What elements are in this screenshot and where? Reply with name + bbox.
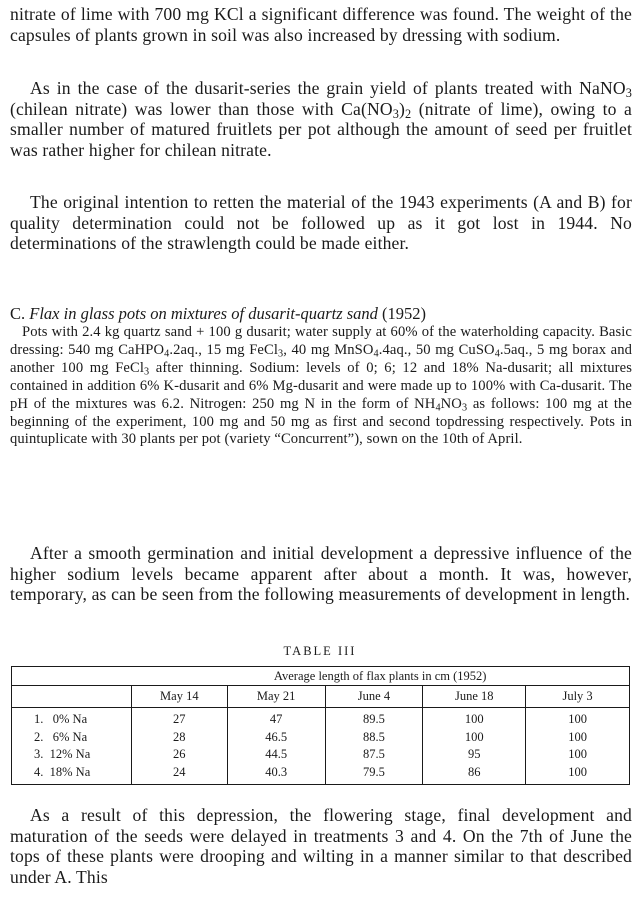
row-label: 1. 0% Na xyxy=(34,712,88,727)
table-header-blank xyxy=(12,686,132,708)
paragraph-original-intention: The original intention to retten the material of the 1943 experiments (A and B) for quality determination could not be followed up as it got lost in 1944. No determinations of the strawlength could be made either. xyxy=(10,192,632,253)
table-row xyxy=(12,729,630,747)
table-cell: 88.5 xyxy=(325,729,423,747)
table-title: TABLE III xyxy=(283,644,357,658)
table-cell: 100 xyxy=(423,729,526,747)
flax-length-table xyxy=(11,666,630,785)
paragraph-continuation: nitrate of lime with 700 mg KCl a significant difference was found. The weight of the capsules of plants grown in soil was also increased by dressing with sodium. xyxy=(10,4,632,45)
table-cell: 28 xyxy=(131,729,227,747)
table-header-row xyxy=(12,686,630,708)
table-row xyxy=(12,764,630,785)
table-cell: 100 xyxy=(423,708,526,729)
paragraph-germination: After a smooth germination and initial development a depressive influence of the higher sodium levels became apparent after about a month. It was, however, temporary, as can be seen from the following measurements of development in length. xyxy=(10,543,632,604)
table-cell: 44.5 xyxy=(227,746,325,764)
table-cell: 86 xyxy=(423,764,526,785)
row-label: 2. 6% Na xyxy=(34,729,88,744)
table-cell: 46.5 xyxy=(227,729,325,747)
table-header-cell: July 3 xyxy=(526,686,630,708)
table-header-cell: June 18 xyxy=(423,686,526,708)
table-cell: 87.5 xyxy=(325,746,423,764)
table-cell: 27 xyxy=(131,708,227,729)
paragraph-depression-result: As a result of this depression, the flowering stage, final development and maturation of the seeds were delayed in treatments 3 and 4. On the 7th of June the tops of these plants were drooping and wilting in a manner similar to that described under A. This xyxy=(10,805,632,887)
table-row xyxy=(12,708,630,729)
table-header-cell: June 4 xyxy=(325,686,423,708)
section-heading: C. Flax in glass pots on mixtures of dusarit-quartz sand (1952) xyxy=(10,304,427,323)
row-label: 3. 12% Na xyxy=(34,747,91,762)
table-cell: 24 xyxy=(131,764,227,785)
paragraph-grain-yield: As in the case of the dusarit-series the grain yield of plants treated with NaNO$_3$ (chilean nitrate) was lower than those with $Ca(NO_3)_2$ (nitrate of lime), owing to a smaller number of matured fruitlets per pot although the amount of seed per fruitlet was rather higher for chilean nitrate. xyxy=(10,78,632,160)
table-cell: 100 xyxy=(526,746,630,764)
table-caption: Average length of flax plants in cm (1952) xyxy=(131,667,629,686)
table-header-cell: May 14 xyxy=(131,686,227,708)
table-cell: 40.3 xyxy=(227,764,325,785)
table-cell: 95 xyxy=(423,746,526,764)
row-label: 4. 18% Na xyxy=(34,764,91,779)
table-cell: 79.5 xyxy=(325,764,423,785)
table-cell: 100 xyxy=(526,764,630,785)
table-caption-row xyxy=(12,667,630,686)
experiment-method-text: Pots with 2.4 kg quartz sand + 100 g dusarit; water supply at 60% of the waterholding capacity. Basic dressing: 540 mg CaHPO$_4$.2aq., 15 mg FeCl$_3$, 40 mg MnSO$_4$.4aq., 50 mg CuSO$_4$.5aq., 5 mg borax and another 100 mg FeCl$_3$ after thinning. Sodium: levels of 0; 6; 12 and 18% Na-dusarit; all mixtures contained in addition 6% K-dusarit and 6% Mg-dusarit and were made up to 100% with Ca-dusarit. The pH of the mixtures was 6.2. Nitrogen: 250 mg N in the form of $NH_4NO_3$ as follows: 100 mg at the beginning of the experiment, 100 mg and 50 mg as first and second topdressing respectively. Pots in quintuplicate with 30 plants per pot (variety “Concurrent”), sown on the 10th of April. xyxy=(10,324,632,448)
table-cell: 100 xyxy=(526,708,630,729)
table-row xyxy=(12,746,630,764)
table-cell: 26 xyxy=(131,746,227,764)
table-cell: 89.5 xyxy=(325,708,423,729)
table-cell: 47 xyxy=(227,708,325,729)
table-header-cell: May 21 xyxy=(227,686,325,708)
table-cell: 100 xyxy=(526,729,630,747)
